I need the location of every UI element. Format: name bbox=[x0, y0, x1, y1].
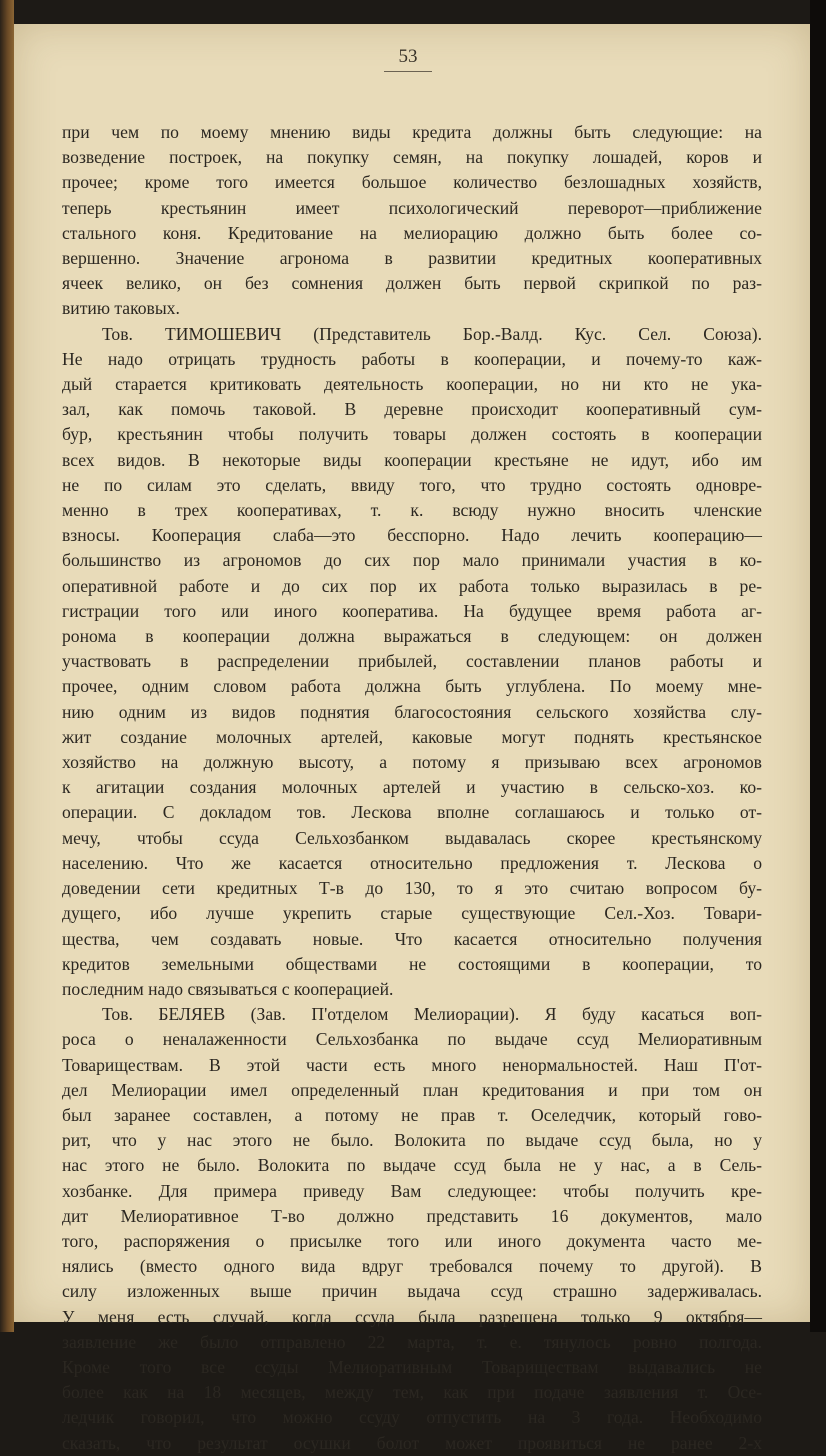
text-line: населению. Что же касается относительно предложения т. Лескова о bbox=[62, 852, 762, 873]
text-line: роса о неналаженности Сельхозбанка по выдаче ссуд Мелиоративным bbox=[62, 1029, 762, 1050]
text-line: при чем по моему мнению виды кредита должны быть следующие: на bbox=[62, 122, 762, 142]
body-text bbox=[62, 120, 762, 1456]
text-line: оперативной работе и до сих пор их работа только выразилась в ре- bbox=[62, 575, 762, 596]
text-line: большинство из агрономов до сих пор мало принимали участия в ко- bbox=[62, 550, 762, 571]
text-line: вершенно. Значение агронома в развитии кредитных кооперативных bbox=[62, 248, 762, 269]
text-line: гистрации того или иного кооператива. На будущее время работа аг- bbox=[62, 600, 762, 621]
text-line: дый старается критиковать деятельность кооперации, но ни кто не ука- bbox=[62, 374, 762, 395]
text-line: дущего, ибо лучше укрепить старые существующие Сел.-Хоз. Товари- bbox=[62, 903, 762, 924]
text-line: рит, что у нас этого не было. Волокита по выдаче ссуд была, но у bbox=[62, 1130, 762, 1151]
text-line: того, распоряжения о присылке того или иного документа часто ме- bbox=[62, 1230, 762, 1251]
text-line: менно в трех кооперативах, т. к. всюду нужно вносить членские bbox=[62, 500, 762, 521]
text-line: хозяйство на должную высоту, а потому я призываю всех агрономов bbox=[62, 752, 762, 773]
text-line: хозбанке. Для примера приведу Вам следующее: чтобы получить кре- bbox=[62, 1180, 762, 1201]
text-line: заявление же было отправлено 22 марта, т. е. тянулось ровно полгода. bbox=[62, 1331, 762, 1352]
text-line: мечу, чтобы ссуда Сельхозбанком выдавалась скорее крестьянскому bbox=[62, 827, 762, 848]
scan-edge bbox=[810, 0, 826, 1332]
text-line: нию одним из видов поднятия благосостояния сельского хозяйства слу- bbox=[62, 701, 762, 722]
text-line: теперь крестьянин имеет психологический переворот—приближение bbox=[62, 197, 762, 218]
text-line: нас этого не было. Волокита по выдаче ссуд была не у нас, а в Сель- bbox=[62, 1155, 762, 1176]
text-line: последним надо связываться с кооперацией. bbox=[62, 978, 394, 999]
text-line: был заранее составлен, а потому не прав т. Оселедчик, который гово- bbox=[62, 1104, 762, 1125]
text-line: Тов. БЕЛЯЕВ (Зав. П'отделом Мелиорации). Я буду касаться воп- bbox=[102, 1004, 762, 1025]
text-line: всех видов. В некоторые виды кооперации крестьяне не идут, ибо им bbox=[62, 449, 762, 470]
text-line: дел Мелиорации имел определенный план кредитования и при том он bbox=[62, 1079, 762, 1100]
text-line: жит создание молочных артелей, каковые могут поднять крестьянское bbox=[62, 726, 762, 747]
text-line: ячеек велико, он без сомнения должен быть первой скрипкой по раз- bbox=[62, 273, 762, 294]
page-number: 53 bbox=[384, 46, 432, 72]
text-line: нялись (вместо одного вида вдруг требовался почему то другой). В bbox=[62, 1256, 762, 1277]
text-line: Тов. ТИМОШЕВИЧ (Представитель Бор.-Валд. Кус. Сел. Союза). bbox=[102, 323, 762, 344]
text-line: доведении сети кредитных Т-в до 130, то я это считаю вопросом бу- bbox=[62, 878, 762, 899]
text-line: силу изложенных выше причин выдача ссуд страшно задерживалась. bbox=[62, 1281, 762, 1302]
text-line: участвовать в распределении прибылей, составлении планов работы и bbox=[62, 651, 762, 672]
text-line: к агитации создания молочных артелей и участию в сельско-хоз. ко- bbox=[62, 777, 762, 798]
text-line: более как на 18 месяцев, между тем, как при подаче заявления т. Осе- bbox=[62, 1382, 762, 1403]
text-line: операции. С докладом тов. Лескова вполне соглашаюсь и только от- bbox=[62, 802, 762, 823]
text-line: дит Мелиоративное Т-во должно представить 16 документов, мало bbox=[62, 1205, 762, 1226]
text-line: прочее; кроме того имеется большое количество безлошадных хозяйств, bbox=[62, 172, 762, 193]
text-line: сказать, что результат осушки болот может проявиться не ранее 2-х bbox=[62, 1432, 762, 1453]
text-line: щества, чем создавать новые. Что касается относительно получения bbox=[62, 928, 762, 949]
text-line: Не надо отрицать трудность работы в кооперации, и почему-то каж- bbox=[62, 348, 762, 369]
text-line: бур, крестьянин чтобы получить товары должен состоять в кооперации bbox=[62, 424, 762, 445]
text-line: ледчик говорил, что можно ссуду отпустить на 3 года. Необходимо bbox=[62, 1407, 762, 1428]
text-line: стального коня. Кредитование на мелиорацию должно быть более со- bbox=[62, 222, 762, 243]
text-line: витию таковых. bbox=[62, 298, 180, 319]
text-line: зал, как помочь таковой. В деревне происходит кооперативный сум- bbox=[62, 399, 762, 420]
text-line: кредитов земельными обществами не состоящими в кооперации, то bbox=[62, 953, 762, 974]
text-line: Товариществам. В этой части есть много ненормальностей. Наш П'от- bbox=[62, 1054, 762, 1075]
text-line: возведение построек, на покупку семян, на покупку лошадей, коров и bbox=[62, 147, 762, 168]
book-spine bbox=[0, 0, 14, 1332]
text-line: У меня есть случай, когда ссуда была разрешена только 9 октября— bbox=[62, 1306, 762, 1327]
text-line: взносы. Кооперация слаба—это бесспорно. Надо лечить кооперацию— bbox=[62, 525, 762, 546]
text-line: прочее, одним словом работа должна быть углублена. По моему мне- bbox=[62, 676, 762, 697]
text-line: Кроме того все ссуды Мелиоративным Товариществам выдавались не bbox=[62, 1356, 762, 1377]
text-line: ронома в кооперации должна выражаться в следующем: он должен bbox=[62, 626, 762, 647]
text-line: не по силам это сделать, ввиду того, что трудно состоять одновре- bbox=[62, 474, 762, 495]
